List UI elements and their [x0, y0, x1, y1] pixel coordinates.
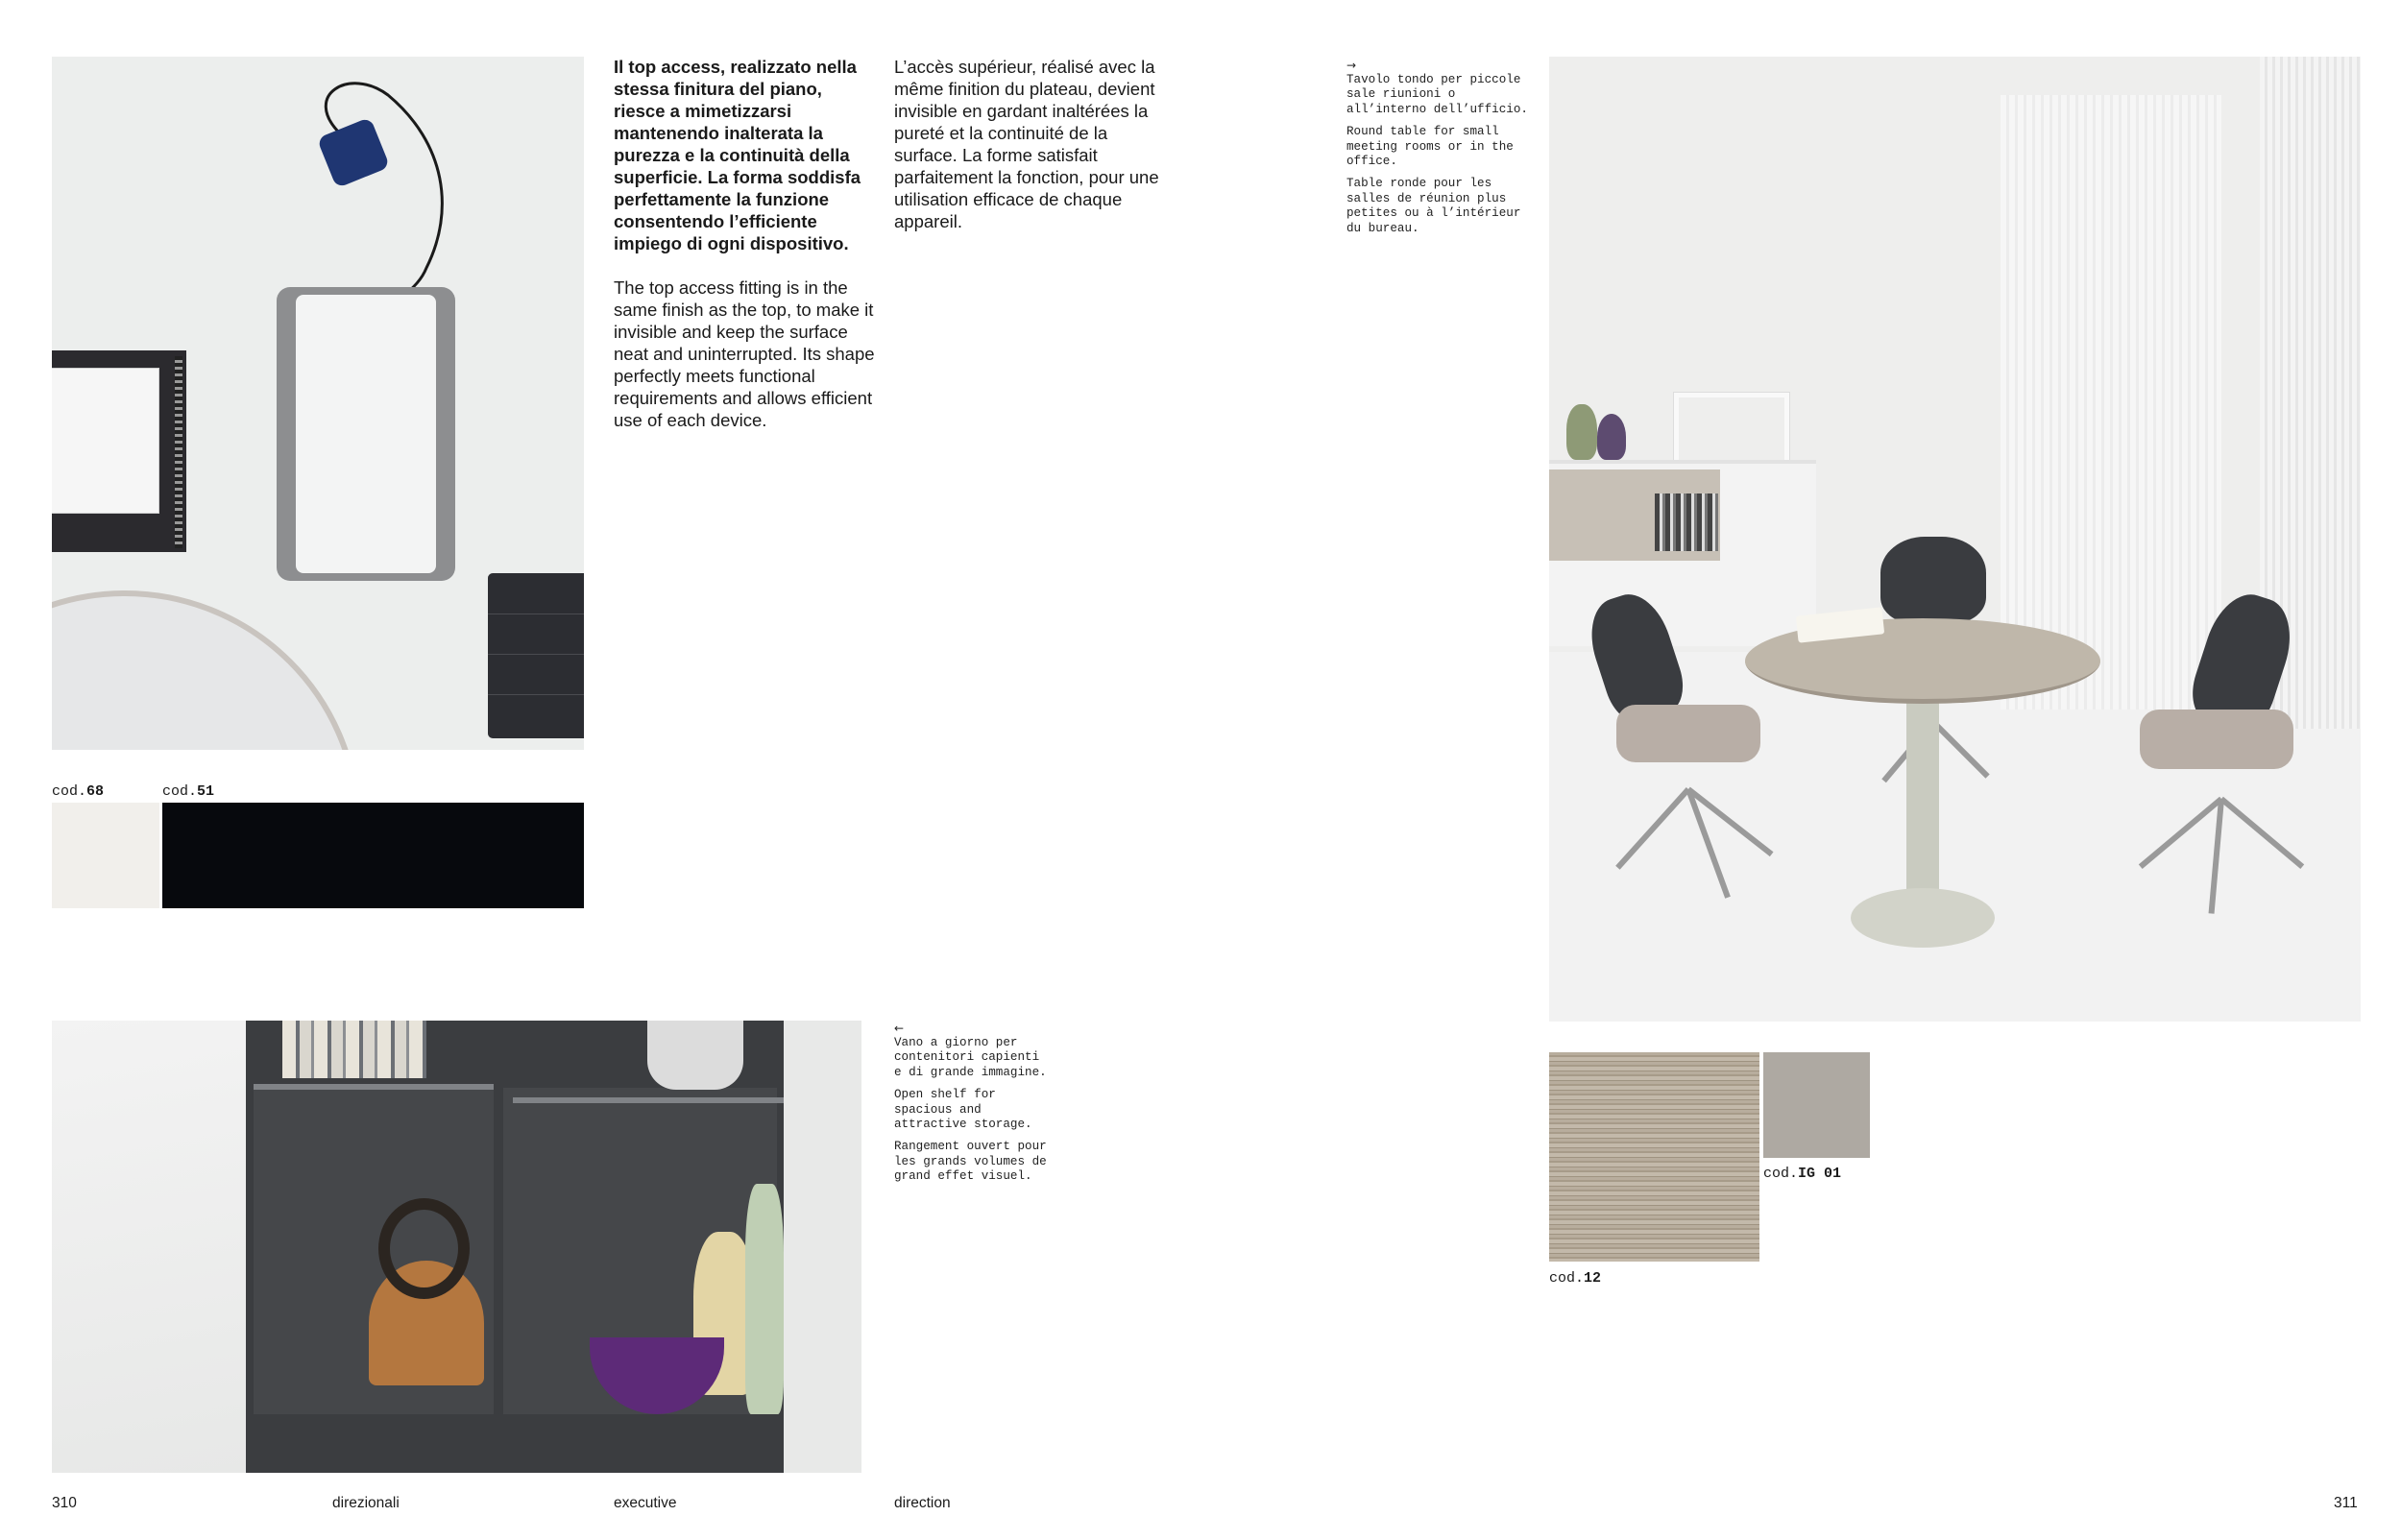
tablet-fold-line — [488, 694, 584, 695]
page-number-left: 310 — [52, 1495, 77, 1511]
shelf-caption — [894, 1023, 1048, 1192]
open-shelf-photo — [52, 1021, 861, 1473]
footer-section-english: executive — [614, 1495, 677, 1511]
arrow-right-icon: → — [1346, 59, 1357, 72]
round-table-photo — [1549, 57, 2361, 1022]
caption-french: Table ronde pour les salles de réunion plus petites ou à l’intérieur du bureau. — [1346, 177, 1521, 235]
finish-swatch-black — [162, 803, 584, 908]
arrow-left-icon: ← — [894, 1022, 905, 1035]
curtain — [2001, 95, 2221, 710]
swatch-code-ig01: cod.IG 01 — [1763, 1166, 1842, 1182]
vase — [1597, 414, 1626, 460]
chair-seat — [1616, 705, 1760, 762]
swatch-code-68: cod.68 — [52, 783, 105, 800]
shelf-board — [254, 1084, 494, 1090]
finish-swatch-white — [52, 803, 159, 908]
swatch-code-12: cod.12 — [1549, 1270, 1602, 1287]
paragraph-english: The top access fitting is in the same finish as the top, to make it invisible and keep the surface neat and uninterrupted. Its shape perfectly meets functional requirements and allows efficient use of each device. — [614, 277, 875, 430]
headphones — [378, 1198, 470, 1299]
finish-swatch-grey — [1763, 1052, 1870, 1158]
page-number-right: 311 — [2334, 1495, 2358, 1511]
tablet-case — [488, 573, 584, 738]
wall-panel — [784, 1021, 861, 1473]
vase — [647, 1021, 743, 1090]
books — [1655, 493, 1718, 551]
paragraph-italian: Il top access, realizzato nella stessa finitura del piano, riesce a mimetizzarsi mantenendo inalterata la purezza e la continuità della superficie. La forma soddisfa perfettamente la funzione consentendo l’efficiente impiego di ogni dispositivo. — [614, 57, 861, 253]
tablet-fold-line — [488, 654, 584, 655]
caption-italian: Tavolo tondo per piccole sale riunioni o all’interno dell’ufficio. — [1346, 73, 1528, 116]
caption-italian: Vano a giorno per contenitori capienti e di grande immagine. — [894, 1036, 1047, 1079]
footer-section-french: direction — [894, 1495, 951, 1511]
table-base — [1851, 888, 1995, 948]
chair-seat — [2140, 710, 2293, 769]
table-column — [1906, 690, 1939, 902]
notepad — [52, 368, 159, 514]
table-caption — [1346, 60, 1529, 244]
vase — [1566, 404, 1597, 460]
paragraph-french: L’accès supérieur, réalisé avec la même finition du plateau, devient invisible en gardant inaltérées la pureté et la continuité de la surface. La forme satisfait parfaitement la fonction, pour une utilisation efficace de chaque appareil. — [894, 57, 1159, 231]
notebook-spiral — [175, 356, 182, 548]
chair-backrest — [1880, 537, 1986, 623]
vase — [745, 1184, 784, 1414]
shelf-board — [513, 1097, 784, 1103]
books — [282, 1021, 426, 1078]
top-access-lid — [296, 295, 436, 573]
caption-english: Open shelf for spacious and attractive storage. — [894, 1088, 1032, 1132]
picture-frame — [1674, 393, 1789, 469]
round-plate — [52, 590, 361, 750]
footer-section-italian: direzionali — [332, 1495, 400, 1511]
wall-panel — [52, 1021, 246, 1473]
top-access-photo — [52, 57, 584, 750]
caption-english: Round table for small meeting rooms or in the office. — [1346, 125, 1514, 169]
caption-french: Rangement ouvert pour les grands volumes de grand effet visuel. — [894, 1140, 1047, 1184]
finish-swatch-wood — [1549, 1052, 1759, 1262]
swatch-code-51: cod.51 — [162, 783, 215, 800]
